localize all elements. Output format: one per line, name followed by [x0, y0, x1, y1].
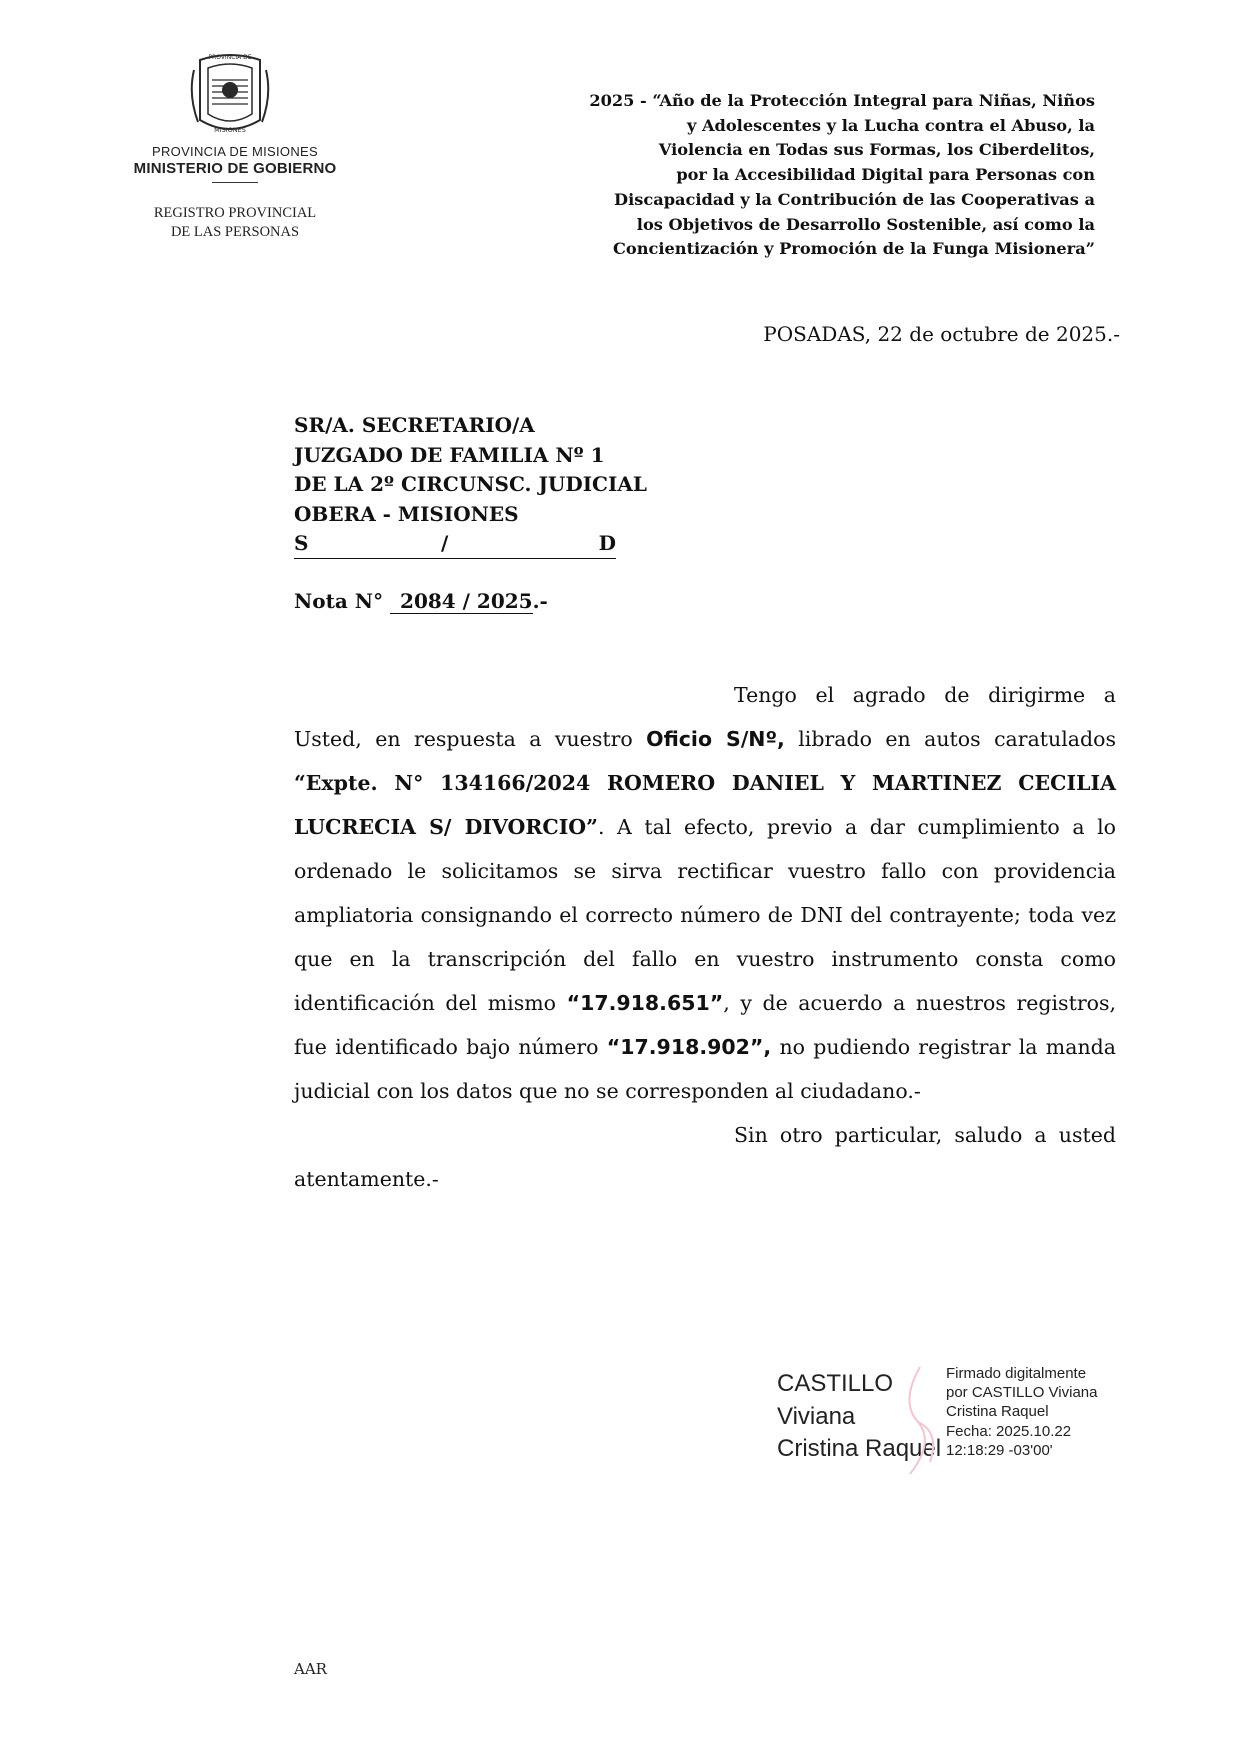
province-name: PROVINCIA DE MISIONES [152, 144, 318, 159]
body-text: no pudiendo registrar la manda judicial con los datos que no se corresponden al ciudadano.- [294, 1035, 1116, 1103]
ministry-divider [212, 182, 258, 183]
addressee-line: OBERA - MISIONES [294, 501, 519, 526]
letter-date: POSADAS, 22 de octubre de 2025.- [763, 322, 1120, 346]
digital-signature-mark [880, 1362, 950, 1477]
dni-wrong: “17.918.651” [566, 991, 724, 1015]
digital-signature-line: 12:18:29 -03'00' [946, 1441, 1053, 1459]
ministry-name: MINISTERIO DE GOBIERNO [133, 160, 337, 177]
body-paragraph-1 [294, 673, 1116, 1113]
motto-line: 2025 - “Año de la Protección Integral para Niñas, Niños [589, 91, 1095, 110]
typist-initials: AAR [294, 1660, 327, 1678]
motto-line: por la Accesibilidad Digital para Personas con [676, 165, 1095, 185]
oficio-reference: Oficio S/Nº, [646, 727, 785, 751]
seal-text-top: PROVINCIA DE [208, 54, 252, 61]
addressee-line: DE LA 2º CIRCUNSC. JUDICIAL [294, 472, 647, 496]
body-text: Tengo el agrado de dirigirme a Usted, en respuesta a vuestro [294, 683, 1116, 751]
motto-line: y Adolescentes y la Lucha contra el Abuso, la [686, 115, 1095, 135]
case-title: “Expte. N° 134166/2024 ROMERO DANIEL Y MARTINEZ CECILIA LUCRECIA S/ DIVORCIO” [294, 771, 1116, 839]
sd-s: S [294, 531, 309, 555]
registry-name-line-2: DE LAS PERSONAS [170, 224, 300, 240]
sd-d: D [598, 531, 616, 555]
note-label: Nota N° [294, 589, 384, 613]
digital-signature-line: Fecha: 2025.10.22 [946, 1422, 1072, 1440]
note-reference [294, 589, 548, 614]
note-suffix: .- [532, 589, 548, 613]
body-text: librado en autos caratulados [798, 727, 1116, 751]
addressee-line: SR/A. SECRETARIO/A [294, 413, 535, 437]
province-seal-logo [180, 50, 280, 140]
registry-name-line-1: REGISTRO PROVINCIAL [153, 205, 317, 221]
signer-name-line: Viviana [777, 1402, 856, 1430]
digital-signature-line: por CASTILLO Viviana [946, 1384, 1098, 1402]
addressee-block [294, 411, 647, 559]
digital-signature-info [946, 1364, 1097, 1460]
signer-name-line: CASTILLO [777, 1370, 894, 1397]
motto-line: los Objetivos de Desarrollo Sostenible, así como la [636, 214, 1095, 234]
body-text: , y de acuerdo a nuestros registros, fue identificado bajo número [294, 991, 1116, 1059]
year-motto [470, 89, 1095, 262]
body-text: . A tal efecto, previo a dar cumplimiento a lo ordenado le solicitamos se sirva rectificar vuestro fallo con providencia ampliatoria consignando el correcto número de DNI del contrayente; toda vez que en la transcripción del fallo en vuestro instrumento consta como identificación del mismo [294, 815, 1117, 1015]
body-paragraph-2: Sin otro particular, saludo a usted atentamente.- [294, 1123, 1116, 1191]
motto-line: Concientización y Promoción de la Funga Misionera” [613, 239, 1095, 259]
digital-signature-line: Cristina Raquel [946, 1403, 1049, 1421]
dni-correct: “17.918.902”, [606, 1035, 772, 1059]
motto-line: Discapacidad y la Contribución de las Cooperativas a [614, 189, 1095, 209]
signer-name-line: Cristina Raquel [777, 1435, 942, 1462]
addressee-line: JUZGADO DE FAMILIA Nº 1 [294, 442, 605, 467]
seal-text-bottom: MISIONES [214, 126, 246, 134]
sd-slash: / [441, 531, 449, 555]
letter-body [294, 673, 1116, 1201]
digital-signature-line: Firmado digitalmente [946, 1365, 1087, 1382]
su-despacho-line [294, 529, 616, 559]
note-number: 2084 / 2025 [390, 589, 533, 614]
motto-line: Violencia en Todas sus Formas, los Ciberdelitos, [658, 140, 1095, 160]
